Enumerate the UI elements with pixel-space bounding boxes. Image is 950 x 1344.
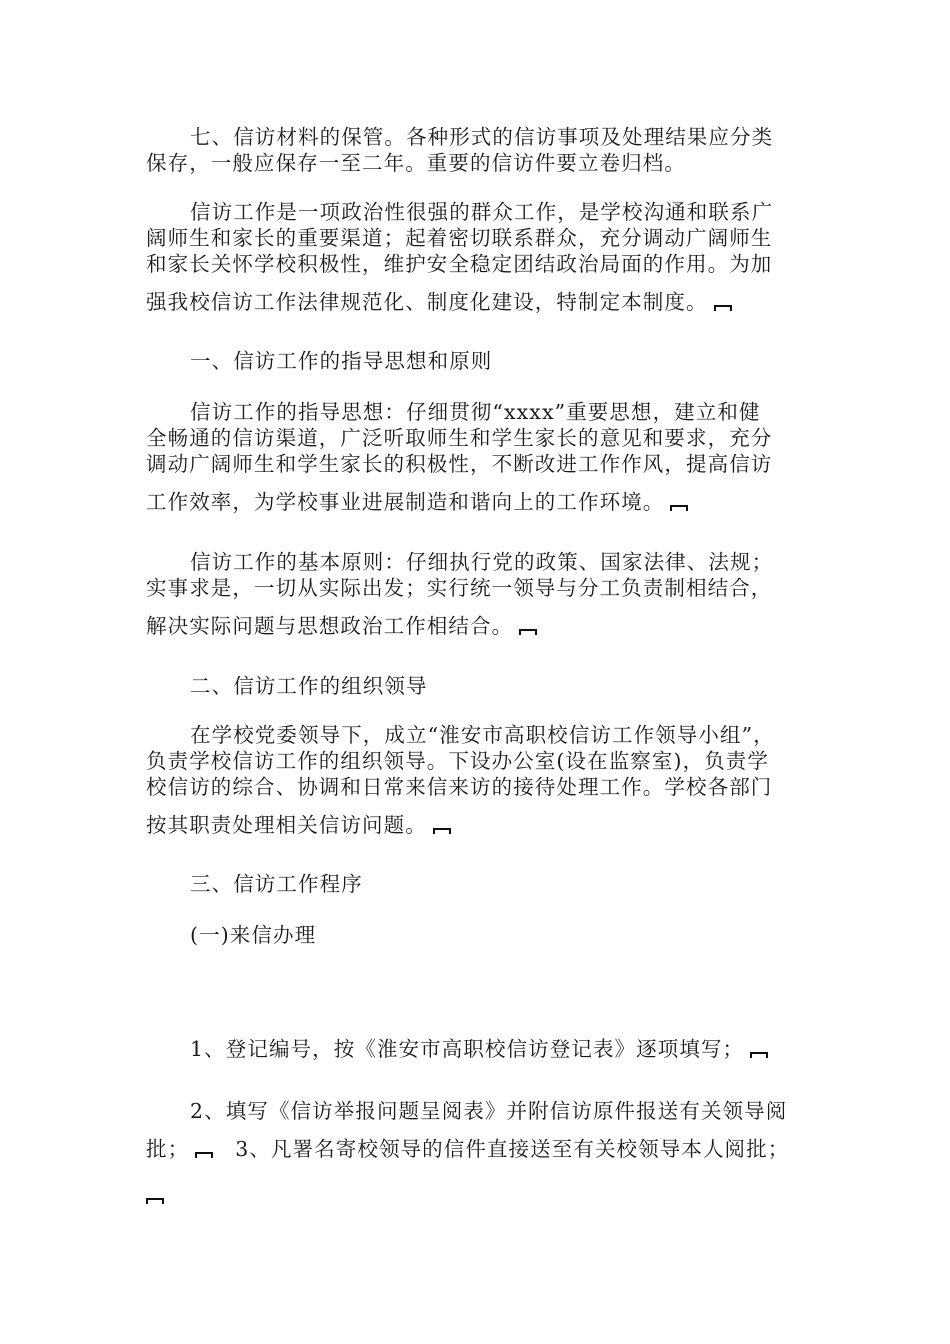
text-line-with-mark — [146, 1036, 810, 1062]
text-line: 信访工作是一项政治性很强的群众工作，是学校沟通和联系广 — [190, 200, 774, 224]
text-line: 负责学校信访工作的组织领导。下设办公室(设在监察室)，负责学 — [146, 749, 769, 773]
paragraph-basic-principles — [146, 549, 810, 639]
paragraph-mark-icon — [670, 505, 688, 511]
text-line-with-mark — [146, 613, 810, 639]
text-line-with-mark — [146, 1136, 810, 1162]
text-line: 信访工作的指导思想：仔细贯彻“xxxx”重要思想，建立和健 — [190, 400, 761, 424]
paragraph-step-2-3 — [146, 1098, 810, 1162]
text-line: 在学校党委领导下，成立“淮安市高职校信访工作领导小组”， — [190, 723, 775, 747]
subsection-heading-letters: (一)来信办理 — [190, 923, 317, 947]
text-line: 强我校信访工作法律规范化、制度化建设，特制定本制度。 — [146, 290, 708, 314]
text-line: 批； — [146, 1137, 190, 1161]
paragraph-mark-icon — [714, 305, 732, 311]
text-line: 信访工作的基本原则：仔细执行党的政策、国家法律、法规； — [190, 550, 774, 574]
paragraph-organization — [146, 722, 810, 838]
text-line: 按其职责处理相关信访问题。 — [146, 813, 427, 837]
text-line: 阔师生和家长的重要渠道；起着密切联系群众，充分调动广阔师生 — [146, 226, 773, 250]
section-heading-3: 三、信访工作程序 — [190, 872, 363, 896]
paragraph-mark-icon — [146, 1198, 164, 1204]
text-line: 工作效率，为学校事业进展制造和谐向上的工作环境。 — [146, 490, 665, 514]
paragraph-mark-icon — [433, 828, 451, 834]
section-heading-2: 二、信访工作的组织领导 — [190, 674, 428, 698]
text-line: 保存，一般应保存一至二年。重要的信访件要立卷归档。 — [146, 151, 686, 175]
text-line: 和家长关怀学校积极性，维护安全稳定团结政治局面的作用。为加 — [146, 252, 773, 276]
paragraph-guiding-thought — [146, 399, 810, 515]
text-line: 2、填写《信访举报问题呈阅表》并附信访原件报送有关领导阅 — [190, 1099, 788, 1123]
section-heading-1: 一、信访工作的指导思想和原则 — [190, 349, 493, 373]
text-line: 解决实际问题与思想政治工作相结合。 — [146, 614, 514, 638]
paragraph-mark-icon — [750, 1052, 768, 1058]
text-line: 实事求是，一切从实际出发；实行统一领导与分工负责制相结合， — [146, 576, 773, 600]
text-line: 调动广阔师生和学生家长的积极性，不断改进工作作风，提高信访 — [146, 452, 773, 476]
text-line: 校信访的综合、协调和日常来信来访的接待处理工作。学校各部门 — [146, 775, 773, 799]
paragraph-step-1 — [146, 1036, 810, 1062]
text-line: 1、登记编号，按《淮安市高职校信访登记表》逐项填写； — [190, 1037, 745, 1061]
text-line: 3、凡署名寄校领导的信件直接送至有关校领导本人阅批； — [235, 1137, 790, 1161]
text-line-with-mark — [146, 812, 810, 838]
paragraph-mark-icon — [195, 1152, 213, 1158]
text-line: 七、信访材料的保管。各种形式的信访事项及处理结果应分类 — [190, 125, 774, 149]
paragraph-mark-icon — [519, 629, 537, 635]
paragraph-archive-storage — [146, 124, 810, 176]
text-line-with-mark — [146, 489, 810, 515]
text-line-with-mark — [146, 289, 810, 315]
text-line: 全畅通的信访渠道，广泛听取师生和学生家长的意见和要求，充分 — [146, 426, 773, 450]
paragraph-introduction — [146, 199, 810, 315]
